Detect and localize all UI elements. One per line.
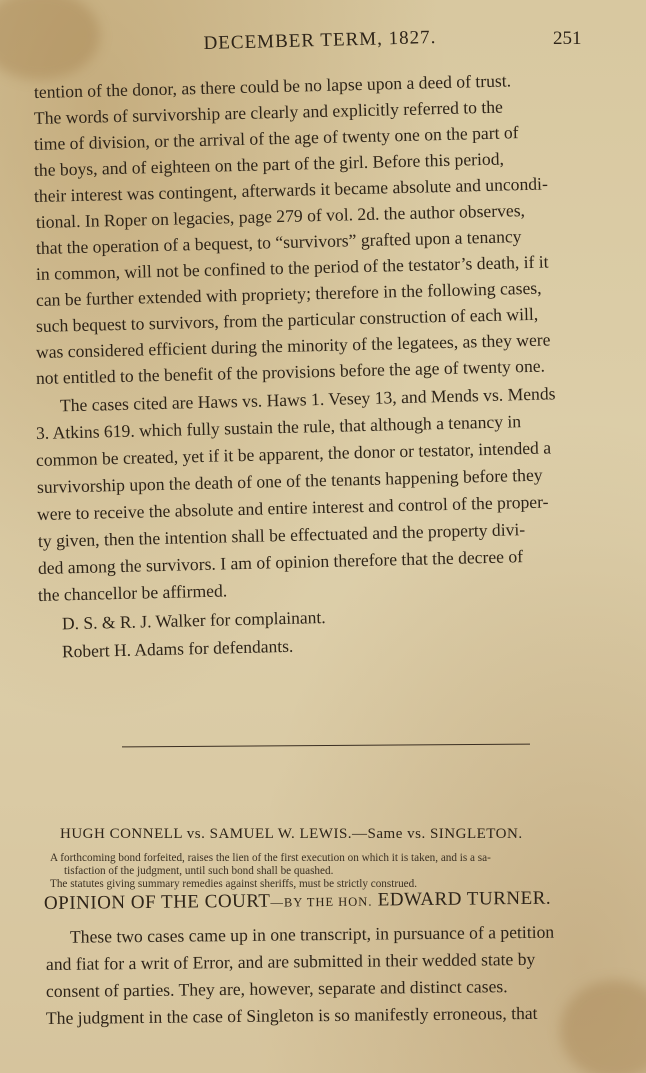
- body-line: The words of survivorship are clearly and explicitly referred to the: [33, 96, 504, 128]
- running-header: DECEMBER TERM, 1827.: [203, 26, 437, 55]
- body-line: was considered efficient during the minority of the legatees, as they were: [35, 329, 551, 362]
- opinion-heading-by: —BY THE HON.: [270, 894, 373, 910]
- body-line: survivorship upon the death of one of the tenants happening before they: [36, 464, 543, 497]
- body-line: The cases cited are Haws vs. Haws 1. Vesey 13, and Mends vs. Mends: [59, 383, 556, 416]
- body-line: 3. Atkins 619. which fully sustain the rule, that although a tenancy in: [35, 411, 522, 443]
- body-line: tention of the donor, as there could be no lapse upon a deed of trust.: [33, 70, 512, 102]
- body-line: their interest was contingent, afterwards it became absolute and uncondi-: [33, 173, 549, 206]
- counsel-defendants: Robert H. Adams for defendants.: [61, 635, 294, 662]
- body-line: common be created, yet if it be apparent, the donor or testator, intended a: [35, 437, 552, 470]
- paper-stain: [0, 0, 100, 80]
- section-divider: [122, 744, 530, 748]
- headnote: A forthcoming bond forfeited, raises the lien of the first execution on which it is taken, and is a sa-: [50, 852, 491, 864]
- body-line: time of division, or the arrival of the age of twenty one on the part of: [33, 122, 519, 154]
- counsel-complainant: D. S. & R. J. Walker for complainant.: [61, 606, 326, 634]
- body-line: tional. In Roper on legacies, page 279 of vol. 2d. the author observes,: [35, 200, 526, 232]
- opinion-line: consent of parties. They are, however, separate and distinct cases.: [45, 976, 508, 1001]
- body-line: not entitled to the benefit of the provisions before the age of twenty one.: [35, 355, 546, 388]
- opinion-heading-prefix: OPINION OF THE COURT: [43, 890, 271, 914]
- case-title: HUGH CONNELL vs. SAMUEL W. LEWIS.—Same vs. SINGLETON.: [60, 826, 523, 842]
- opinion-line: The judgment in the case of Singleton is so manifestly erroneous, that: [45, 1002, 538, 1028]
- page-number: 251: [553, 28, 582, 49]
- opinion-line: These two cases came up in one transcript, in pursuance of a petition: [69, 921, 555, 947]
- headnote: tisfaction of the judgment, until such bond shall be quashed.: [64, 865, 334, 877]
- body-line: the boys, and of eighteen on the part of the girl. Before this period,: [33, 148, 505, 180]
- body-line: can be further extended with propriety; therefore in the following cases,: [35, 277, 542, 310]
- body-line: such bequest to survivors, from the particular construction of each will,: [35, 303, 539, 336]
- body-line: ty given, then the intention shall be effectuated and the property divi-: [37, 519, 526, 551]
- opinion-line: and fiat for a writ of Error, and are submitted in their wedded state by: [45, 948, 536, 974]
- headnote: The statutes giving summary remedies against sheriffs, must be strictly construed.: [50, 878, 418, 890]
- body-line: were to receive the absolute and entire interest and control of the proper-: [36, 491, 549, 524]
- body-line: that the operation of a bequest, to “survivors” grafted upon a tenancy: [35, 226, 522, 258]
- opinion-heading: [44, 887, 624, 915]
- opinion-heading-judge: EDWARD TURNER.: [377, 887, 552, 911]
- body-line: ded among the survivors. I am of opinion therefore that the decree of: [37, 546, 524, 578]
- body-line: the chancellor be affirmed.: [37, 580, 228, 605]
- body-line: in common, will not be confined to the period of the testator’s death, if it: [35, 251, 549, 284]
